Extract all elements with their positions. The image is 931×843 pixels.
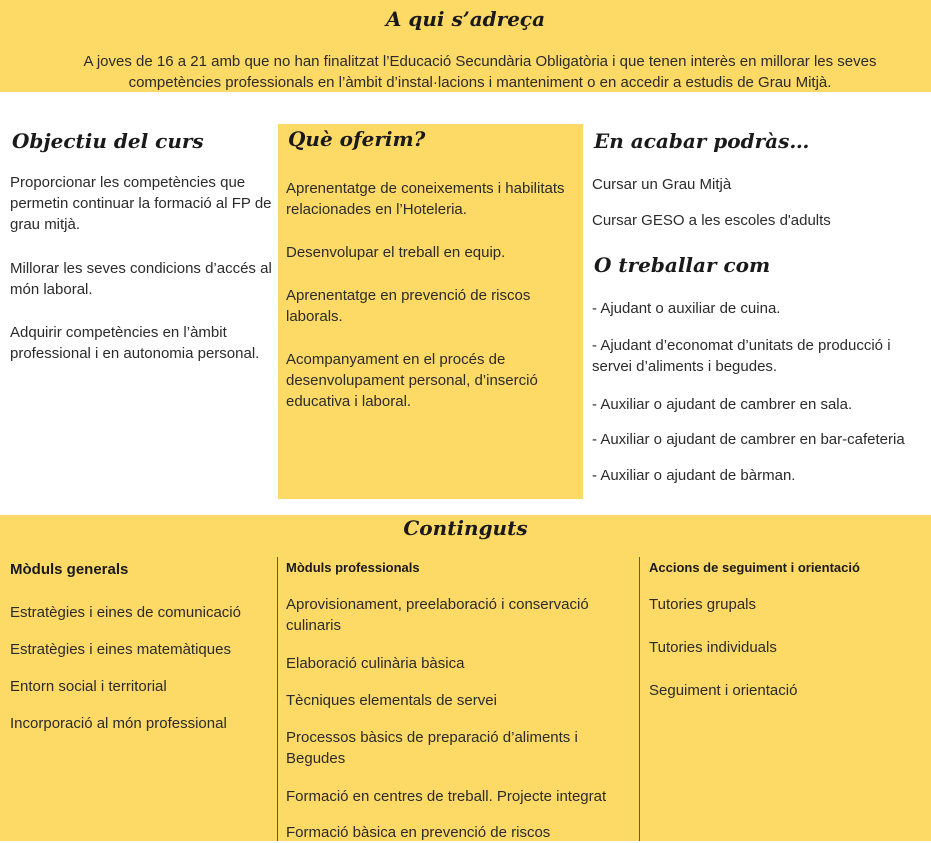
after-course-item: Cursar un Grau Mitjà (592, 176, 732, 193)
objective-title: Objectiu del curs (12, 129, 204, 153)
offer-item: Aprenentatge en prevenció de riscos laborals. (286, 287, 531, 325)
target-audience-title: A qui s’adreça (385, 7, 546, 31)
work-as-item: - Auxiliar o ajudant de cambrer en bar-cafeteria (592, 431, 905, 448)
objective-item: Millorar les seves condicions d’accés al món laboral. (10, 260, 272, 298)
offer-title: Què oferim? (288, 127, 426, 151)
general-modules-title: Mòduls generals (10, 561, 129, 578)
offer-item: Desenvolupar el treball en equip. (286, 244, 506, 261)
followup-actions-title: Accions de seguiment i orientació (649, 560, 860, 575)
general-module-item: Estratègies i eines de comunicació (10, 604, 241, 621)
professional-module-item: Aprovisionament, preelaboració i conservació culinaris (286, 596, 589, 634)
general-module-item: Estratègies i eines matemàtiques (10, 641, 231, 658)
followup-action-item: Seguiment i orientació (649, 682, 798, 699)
work-as-item: - Ajudant d’economat d’unitats de producció i servei d’aliments i begudes. (592, 337, 891, 375)
column-divider (639, 557, 640, 841)
target-audience-text (40, 51, 920, 93)
work-as-item: - Ajudant o auxiliar de cuina. (592, 300, 781, 317)
general-module-item: Incorporació al món professional (10, 715, 227, 732)
column-divider (277, 557, 278, 841)
work-as-item: - Auxiliar o ajudant de bàrman. (592, 467, 796, 484)
professional-module-item: Formació bàsica en prevenció de riscos (286, 824, 551, 841)
objective-item: Adquirir competències en l’àmbit professional i en autonomia personal. (10, 324, 260, 362)
work-as-title: O treballar com (594, 253, 771, 277)
general-module-item: Entorn social i territorial (10, 678, 167, 695)
offer-item: Aprenentatge de coneixements i habilitats relacionades en l’Hoteleria. (286, 180, 565, 218)
after-course-title: En acabar podràs… (594, 129, 810, 153)
followup-action-item: Tutories grupals (649, 596, 756, 613)
professional-modules-title: Mòduls professionals (286, 560, 420, 575)
professional-module-item: Formació en centres de treball. Projecte integrat (286, 788, 607, 805)
work-as-item: - Auxiliar o ajudant de cambrer en sala. (592, 396, 853, 413)
followup-action-item: Tutories individuals (649, 639, 777, 656)
offer-item: Acompanyament en el procés de desenvolupament personal, d’inserció educativa i laboral. (286, 351, 538, 410)
professional-module-item: Processos bàsics de preparació d’aliments i Begudes (286, 729, 578, 767)
after-course-item: Cursar GESO a les escoles d'adults (592, 212, 831, 229)
target-audience-line: competències professionals en l’àmbit d’instal·lacions i manteniment o en accedir a estudis de Grau Mitjà. (128, 74, 832, 91)
contents-title: Continguts (403, 516, 528, 540)
professional-module-item: Tècniques elementals de servei (286, 692, 497, 709)
target-audience-line: A joves de 16 a 21 amb que no han finalitzat l’Educació Secundària Obligatòria i que tenen interès en millorar les seves (83, 53, 877, 70)
professional-module-item: Elaboració culinària bàsica (286, 655, 465, 672)
objective-item: Proporcionar les competències que permetin continuar la formació al FP de grau mitjà. (10, 174, 272, 233)
